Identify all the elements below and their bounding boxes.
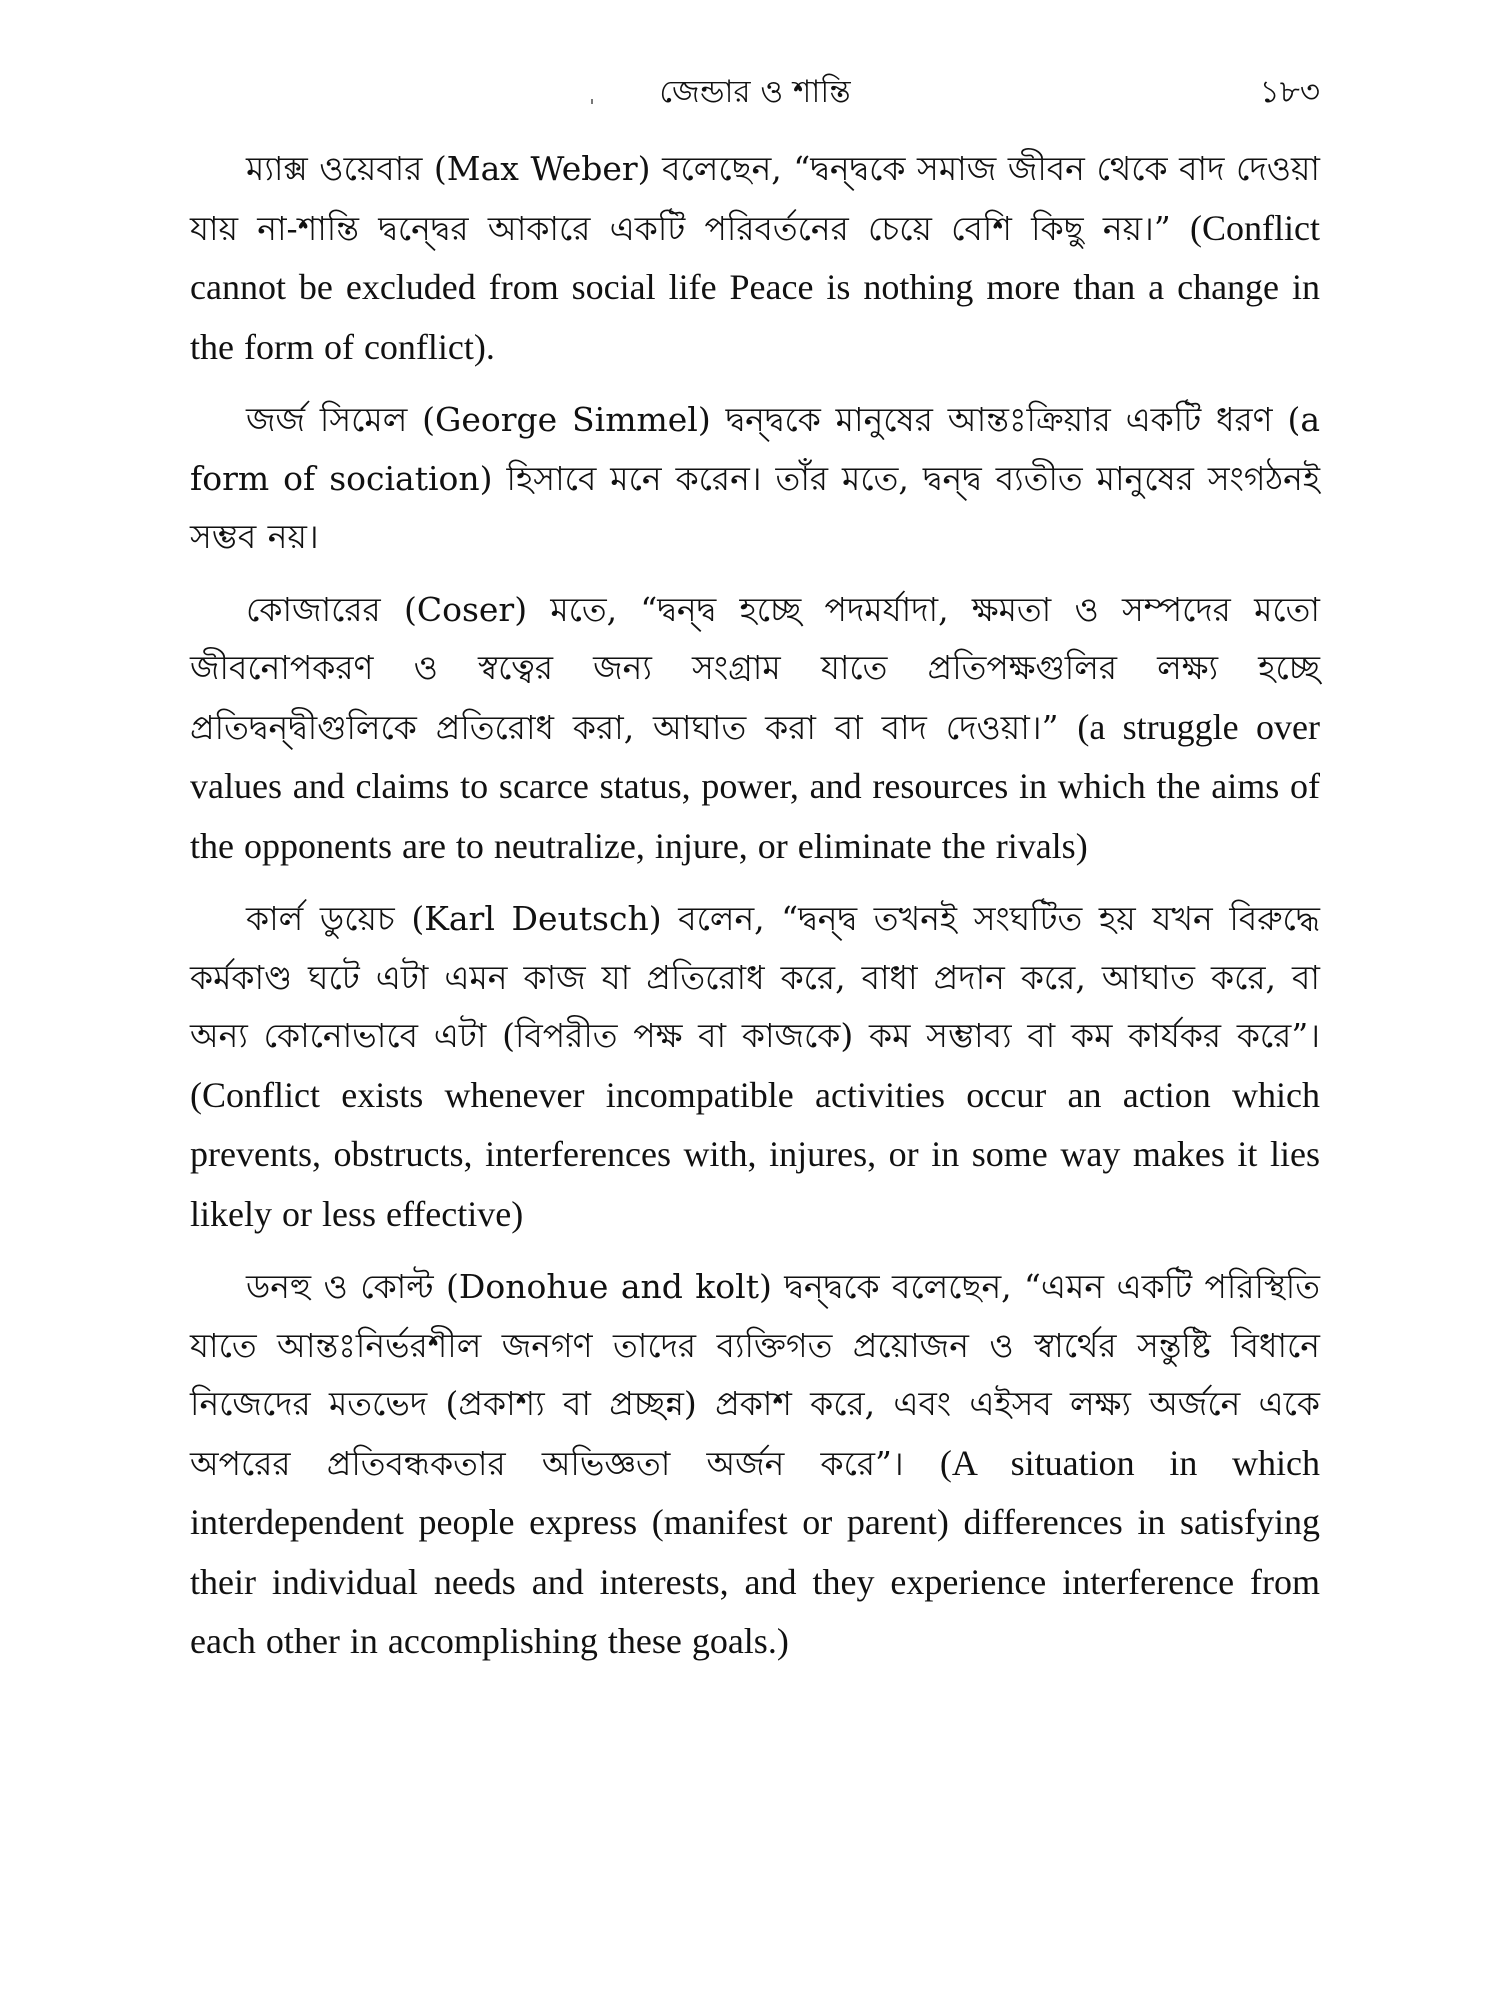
paragraph-english-translation: (a struggle over values and claims to scarce status, power, and resources in which the aims of the opponents are to neutralize, injure, or eliminate the rivals): [190, 706, 1320, 866]
paragraph-bengali-text: ম্যাক্স ওয়েবার (Max Weber) বলেছেন, “দ্বন্দ্বকে সমাজ জীবন থেকে বাদ দেওয়া যায় না-শান্তি দ্বন্দ্বের আকারে একটি পরিবর্তনের চেয়ে বেশি কিছু নয়।”: [190, 149, 1320, 248]
paragraph-bengali-text: ডনহু ও কোল্ট (Donohue and kolt) দ্বন্দ্বকে বলেছেন, “এমন একটি পরিস্থিতি যাতে আন্তঃনির্ভরশীল জনগণ তাদের ব্যক্তিগত প্রয়োজন ও স্বার্থের সন্তুষ্টি বিধানে নিজেদের মতভেদ (প্রকাশ্য বা প্রচ্ছন্ন) প্রকাশ করে, এবং এইসব লক্ষ্য অর্জনে একে অপরের প্রতিবন্ধকতার অভিজ্ঞতা অর্জন করে”।: [190, 1267, 1320, 1483]
paragraph-english-translation: (A situation in which interdependent people express (manifest or parent) differences in satisfying their individual needs and interests, and they experience interference from each other in accomplishing these goals.): [190, 1442, 1321, 1661]
scan-speck: [591, 99, 593, 104]
page-body: [190, 140, 1320, 1686]
paragraph-donohue-kolt: [190, 1258, 1320, 1672]
paragraph-karl-deutsch: [190, 890, 1320, 1244]
running-header: [190, 62, 1320, 122]
paragraph-english-translation: (Conflict exists whenever incompatible activities occur an action which prevents, obstructs, interferences with, injures, or in some way makes it lies likely or less effective): [190, 1074, 1320, 1234]
paragraph-max-weber: [190, 140, 1320, 377]
paragraph-bengali-text: কার্ল ডুয়েচ (Karl Deutsch) বলেন, “দ্বন্দ্ব তখনই সংঘটিত হয় যখন বিরুদ্ধে কর্মকাণ্ড ঘটে এটা এমন কাজ যা প্রতিরোধ করে, বাধা প্রদান করে, আঘাত করে, বা অন্য কোনোভাবে এটা (বিপরীত পক্ষ বা কাজকে) কম সম্ভাব্য বা কম কার্যকর করে”।: [190, 899, 1320, 1055]
paragraph-coser: [190, 581, 1320, 877]
running-title: জেন্ডার ও শান্তি: [659, 74, 851, 110]
paragraph-bengali-text: কোজারের (Coser) মতে, “দ্বন্দ্ব হচ্ছে পদমর্যাদা, ক্ষমতা ও সম্পদের মতো জীবনোপকরণ ও স্বত্বের জন্য সংগ্রাম যাতে প্রতিপক্ষগুলির লক্ষ্য হচ্ছে প্রতিদ্বন্দ্বীগুলিকে প্রতিরোধ করা, আঘাত করা বা বাদ দেওয়া।”: [190, 589, 1320, 747]
paragraph-bengali-text: জর্জ সিমেল (George Simmel) দ্বন্দ্বকে মানুষের আন্তঃক্রিয়ার একটি ধরণ (a form of sociation) হিসাবে মনে করেন। তাঁর মতে, দ্বন্দ্ব ব্যতীত মানুষের সংগঠনই সম্ভব নয়।: [190, 400, 1320, 556]
page-number: ১৮৩: [1259, 74, 1320, 110]
paragraph-george-simmel: [190, 391, 1320, 567]
paragraph-english-translation: (Conflict cannot be excluded from social life Peace is nothing more than a change in the form of conflict).: [190, 207, 1320, 367]
